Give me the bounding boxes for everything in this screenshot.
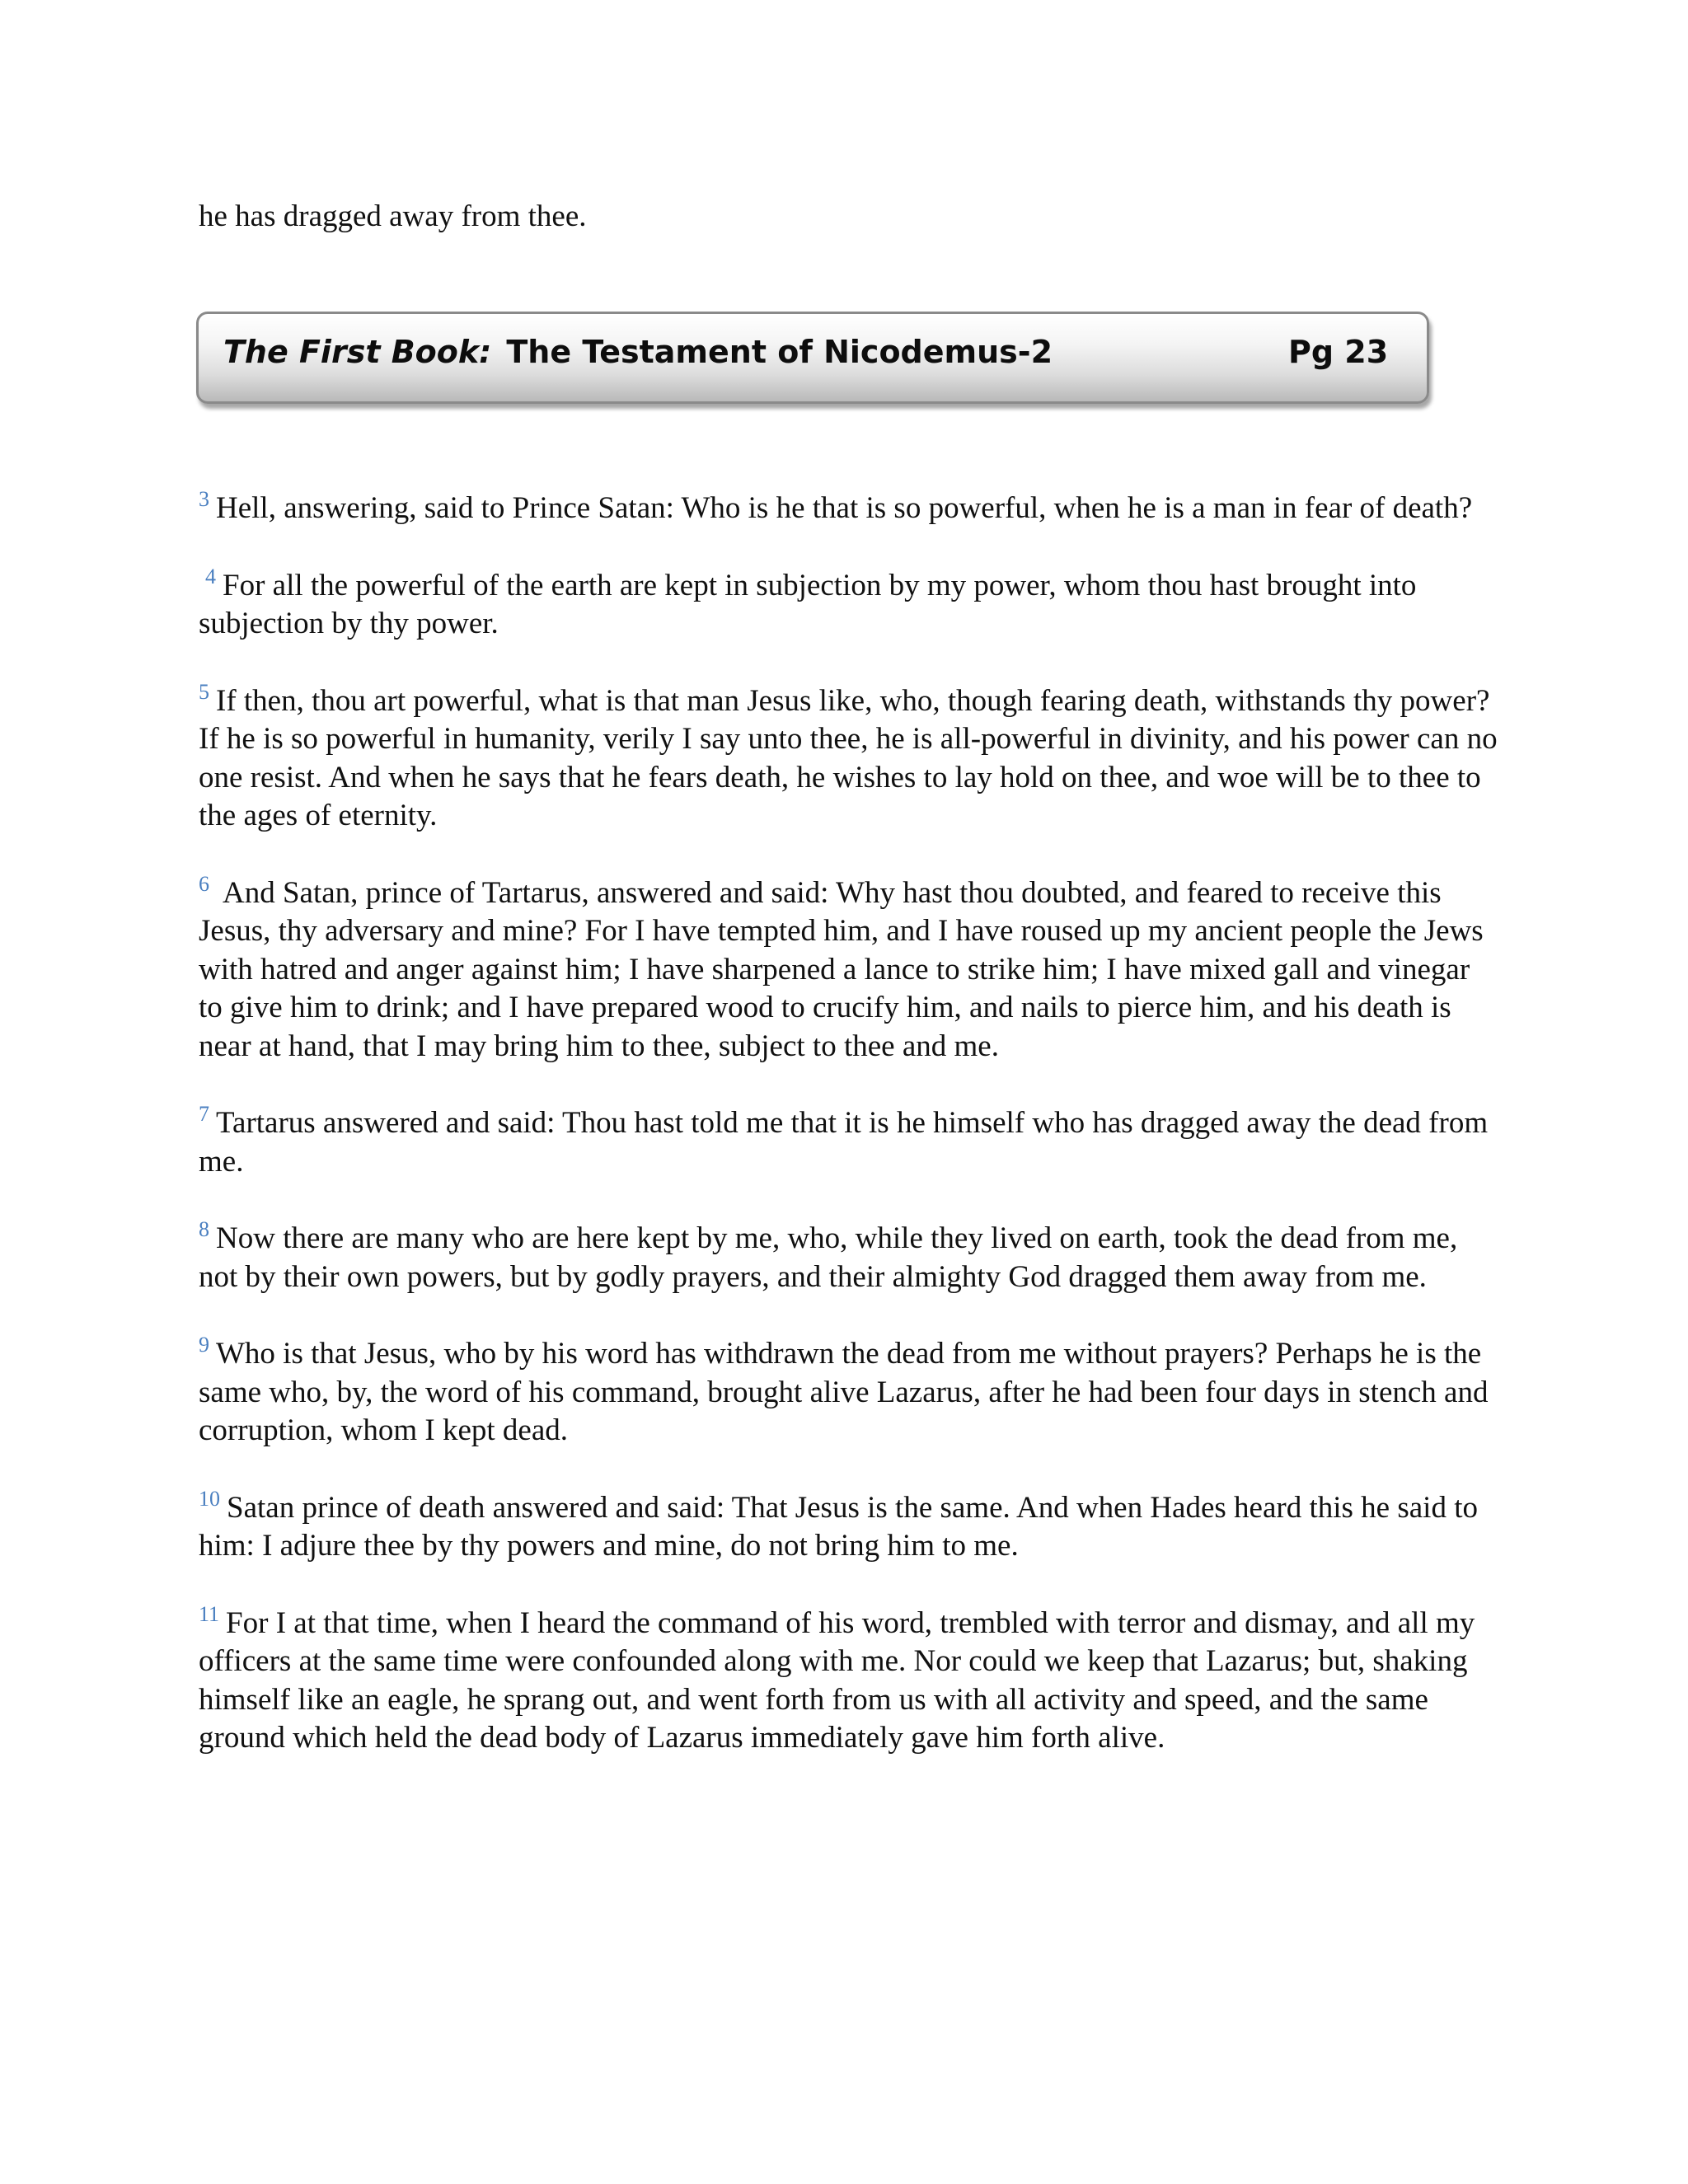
verse-number: 6 — [199, 871, 209, 896]
verse-number: 3 — [199, 487, 209, 511]
verse-text: Who is that Jesus, who by his word has withdrawn the dead from me without prayers? Perhaps he is the same who, by, the word of his command, brought alive Lazarus, after he had been four days in stench and corruption, whom I kept dead. — [199, 1337, 1489, 1447]
verse-text: Hell, answering, said to Prince Satan: Who is he that is so powerful, when he is a man in fear of death? — [216, 491, 1473, 525]
intro-text: he has dragged away from thee. — [199, 199, 587, 233]
verse-7 — [199, 1104, 1501, 1181]
verse-list — [199, 487, 1501, 1797]
verse-number: 8 — [199, 1217, 209, 1241]
verse-number: 11 — [199, 1601, 220, 1626]
verse-number: 7 — [199, 1102, 209, 1126]
verse-6 — [199, 871, 1501, 1066]
verse-number: 5 — [199, 679, 209, 704]
verse-5 — [199, 679, 1501, 836]
verse-number: 4 — [205, 564, 216, 588]
verse-11 — [199, 1601, 1501, 1758]
verse-number: 9 — [199, 1333, 209, 1357]
verse-text: If then, thou art powerful, what is that man Jesus like, who, though fearing death, withstands thy power? If he is so powerful in humanity, verily I say unto thee, he is all-powerful in divinity, and his power can no one resist. And when he says that he fears death, he wishes to lay hold on thee, and woe will be to thee to the ages of eternity. — [199, 683, 1498, 832]
verse-text: For I at that time, when I heard the command of his word, trembled with terror and dismay, and all my officers at the same time were confounded along with me. Nor could we keep that Lazarus; but, shaking himself like an eagle, he sprang out, and went forth from us with all activity and speed, and the same ground which held the dead body of Lazarus immediately gave him forth alive. — [199, 1605, 1475, 1755]
verse-text: Satan prince of death answered and said: That Jesus is the same. And when Hades heard this he said to him: I adjure thee by thy powers and mine, do not bring him to me. — [199, 1490, 1478, 1563]
verse-number: 10 — [199, 1486, 220, 1511]
page-number: Pg 23 — [1288, 334, 1389, 370]
verse-8 — [199, 1217, 1501, 1296]
verse-9 — [199, 1335, 1501, 1451]
verse-3 — [199, 487, 1501, 528]
header-banner — [196, 312, 1429, 404]
verse-text: Now there are many who are here kept by me, who, while they lived on earth, took the dead from me, not by their own powers, but by godly prayers, and their almighty God dragged them away from me. — [199, 1221, 1458, 1294]
verse-4 — [199, 564, 1501, 644]
book-label: The First Book: — [223, 334, 492, 370]
verse-text: And Satan, prince of Tartarus, answered and said: Why hast thou doubted, and feared to receive this Jesus, thy adversary and mine? For I have tempted him, and I have roused up my ancient people the Jews with hatred and anger against him; I have sharpened a lance to strike him; I have mixed gall and vinegar to give him to drink; and I have prepared wood to crucify him, and nails to pierce him, and his death is near at hand, that I may bring him to thee, subject to thee and me. — [199, 875, 1484, 1063]
header-title-group — [223, 334, 1053, 370]
verse-text: For all the powerful of the earth are kept in subjection by my power, whom thou hast brought into subjection by thy power. — [199, 568, 1417, 640]
document-title: The Testament of Nicodemus-2 — [506, 334, 1053, 370]
verse-10 — [199, 1486, 1501, 1566]
verse-text: Tartarus answered and said: Thou hast told me that it is he himself who has dragged away the dead from me. — [199, 1106, 1489, 1179]
